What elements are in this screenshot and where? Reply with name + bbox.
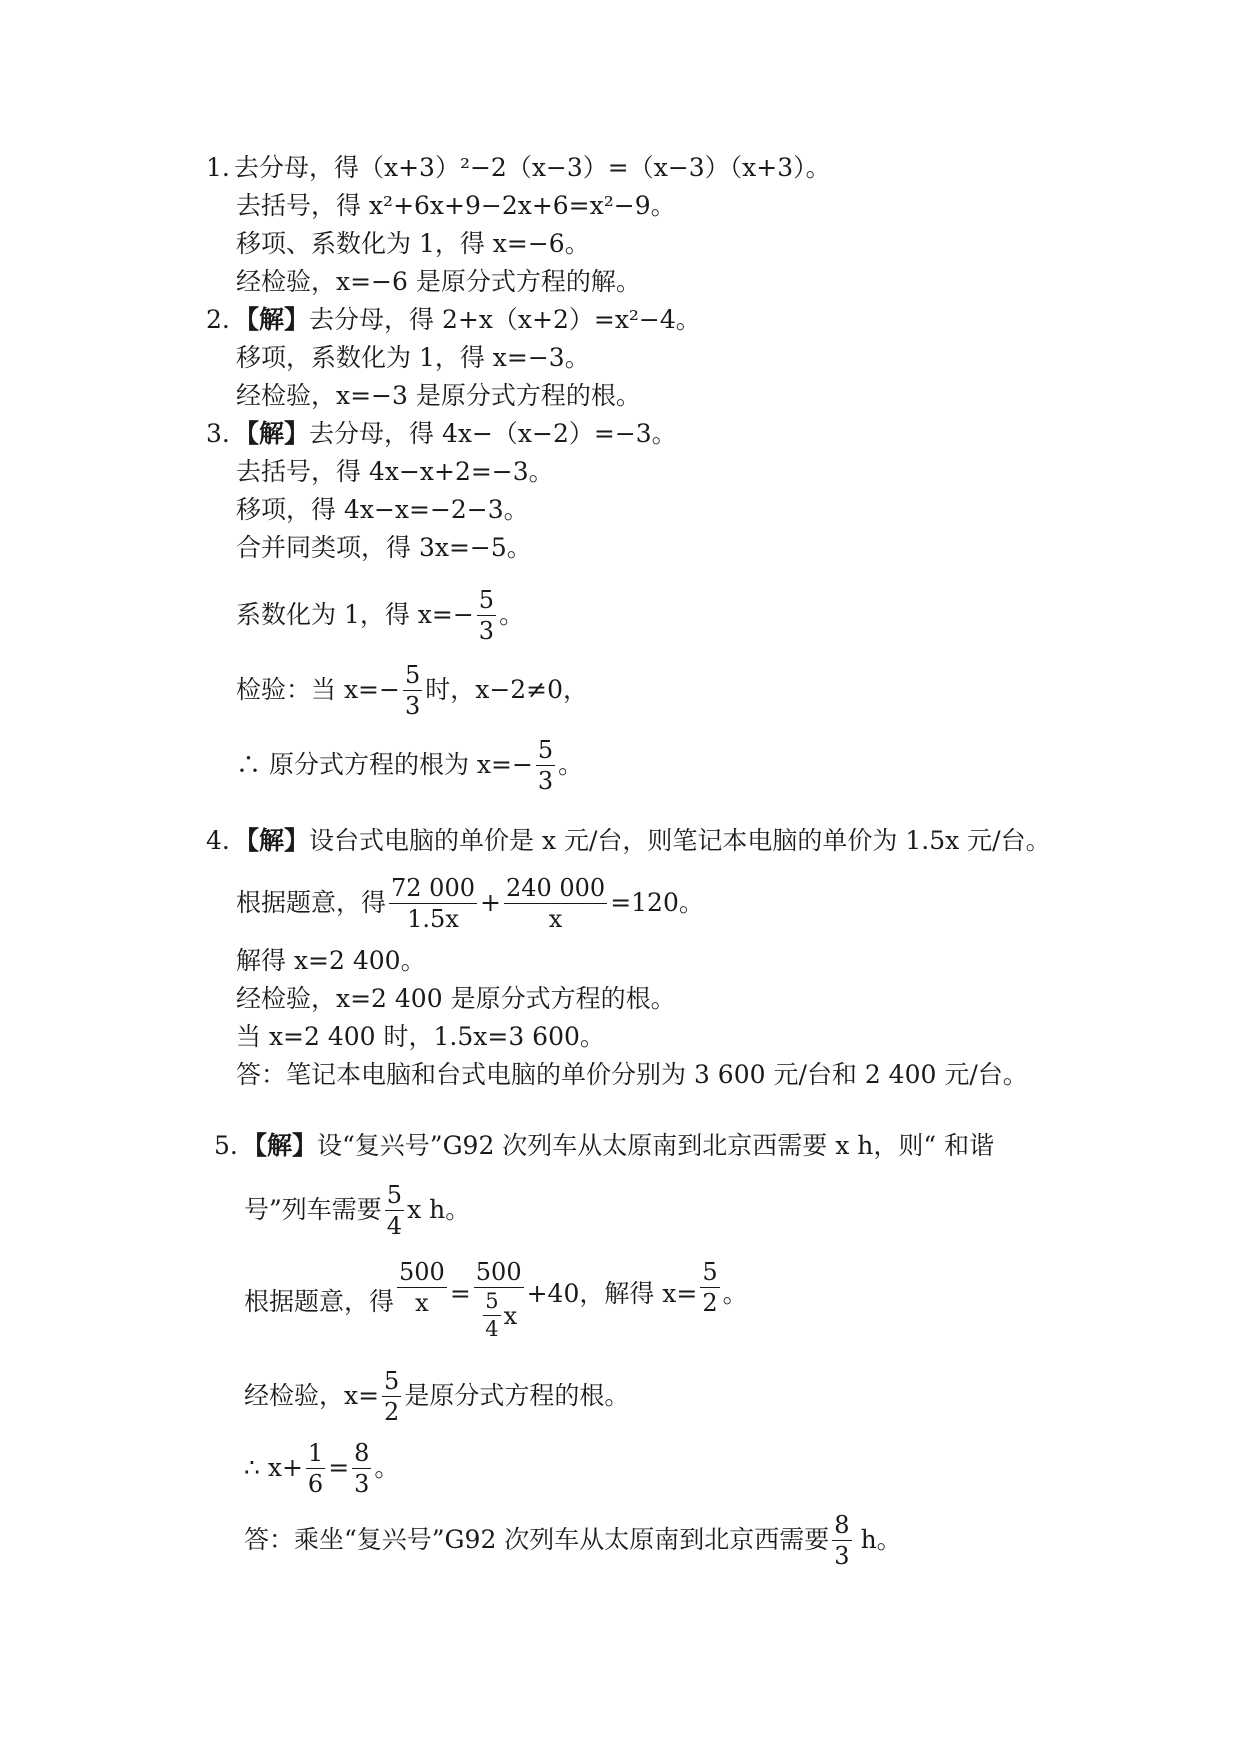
- fraction-numerator: 5: [483, 1291, 500, 1316]
- p5-tag: 【解】: [242, 1131, 318, 1160]
- p2-line-2: [236, 340, 590, 376]
- fraction-numerator: 5: [537, 735, 554, 764]
- fraction-denominator: 3: [404, 691, 421, 720]
- p5-setup-line-1: [214, 1128, 994, 1164]
- p3-text-3: 移项，得 4x−x=−2−3。: [236, 495, 529, 524]
- p3-check-prefix: 检验：当 x=−: [236, 675, 400, 704]
- fraction-numerator: 5: [478, 585, 495, 614]
- fraction-denominator: 1.5x: [407, 904, 459, 933]
- p4-setup-line: [206, 823, 1051, 859]
- p4-eq-fraction-1: [389, 873, 477, 933]
- p1-text-4: 经检验，x=−6 是原分式方程的解。: [236, 267, 641, 296]
- p3-line-2: [236, 454, 554, 490]
- p3-text-4: 合并同类项，得 3x=−5。: [236, 533, 532, 562]
- p5-eq-prefix: 根据题意，得: [244, 1287, 395, 1316]
- fraction-denominator: x: [548, 904, 563, 933]
- p4-line-1: [236, 943, 426, 979]
- fraction-denominator: [478, 1288, 519, 1340]
- p3-coef-suffix: 。: [499, 600, 525, 629]
- p3-coef-fraction: [477, 585, 496, 645]
- p5-sum-fraction-2: [352, 1438, 371, 1498]
- p3-root-line: [236, 735, 583, 795]
- p5-check-suffix: 是原分式方程的根。: [404, 1381, 630, 1410]
- p5-check-fraction: [382, 1366, 401, 1426]
- fraction-denominator: 3: [478, 616, 495, 645]
- fraction-numerator: 8: [354, 1438, 370, 1467]
- fraction-denominator: 4: [386, 1211, 403, 1240]
- p4-text-3: 当 x=2 400 时，1.5x=3 600。: [236, 1022, 605, 1051]
- p3-root-fraction: [536, 735, 555, 795]
- p5-sum-fraction-1: [306, 1438, 325, 1498]
- p4-eq-plus: +: [480, 888, 501, 917]
- p2-line-3: [236, 378, 641, 414]
- p5-eq-fraction-2: [474, 1260, 524, 1340]
- p5-sum-prefix: ∴ x+: [244, 1453, 303, 1482]
- p5-setup-fraction: [385, 1180, 404, 1240]
- fraction-numerator: 8: [834, 1510, 850, 1539]
- p2-text-3: 经检验，x=−3 是原分式方程的根。: [236, 381, 641, 410]
- p4-setup: 设台式电脑的单价是 x 元/台，则笔记本电脑的单价为 1.5x 元/台。: [309, 826, 1051, 855]
- p3-line-1: [206, 416, 677, 452]
- p1-text-2: 去括号，得 x²+6x+9−2x+6=x²−9。: [236, 191, 676, 220]
- p5-check-prefix: 经检验，x=: [244, 1381, 380, 1410]
- p5-answer-line: [244, 1510, 902, 1570]
- p5-eq-mid: +40，解得 x=: [526, 1279, 698, 1308]
- p5-answer-suffix: h。: [860, 1525, 902, 1554]
- p5-setup-1: 设“复兴号”G92 次列车从太原南到北京西需要 x h，则“ 和谐: [317, 1131, 995, 1160]
- p3-line-4: [236, 530, 532, 566]
- p4-line-2: [236, 981, 676, 1017]
- p4-answer: 答：笔记本电脑和台式电脑的单价分别为 3 600 元/台和 2 400 元/台。: [236, 1060, 1028, 1089]
- p5-sum-suffix: 。: [374, 1453, 400, 1482]
- p4-equation-line: [236, 872, 704, 934]
- p4-number: 4.: [206, 826, 230, 855]
- p5-answer-fraction: [832, 1510, 851, 1570]
- p5-setup-line-2: [244, 1180, 470, 1240]
- p1-line-3: [236, 226, 590, 262]
- p3-check-suffix: 时，x−2≠0，: [425, 675, 589, 704]
- fraction-denominator: x: [415, 1289, 429, 1317]
- p1-text-3: 移项、系数化为 1，得 x=−6。: [236, 229, 590, 258]
- p2-line-1: [206, 302, 701, 338]
- fraction-numerator: 5: [384, 1366, 400, 1395]
- p2-text-1: 去分母，得 2+x（x+2）=x²−4。: [309, 305, 701, 334]
- p5-check-line: [244, 1366, 629, 1426]
- p4-eq-suffix: =120。: [610, 888, 704, 917]
- p4-line-3: [236, 1019, 605, 1055]
- p5-eq-equals: =: [449, 1279, 471, 1308]
- p4-tag: 【解】: [234, 826, 310, 855]
- p3-coef-line: [236, 585, 524, 645]
- p5-inner-fraction: [483, 1291, 500, 1340]
- fraction-denominator: 2: [384, 1397, 400, 1426]
- p1-line-4: [236, 264, 641, 300]
- p4-eq-fraction-2: [504, 873, 607, 933]
- fraction-denominator: 4: [485, 1317, 499, 1341]
- p5-number: 5.: [214, 1131, 238, 1160]
- p5-setup-2-suffix: x h。: [407, 1195, 471, 1224]
- p5-eq-suffix: 。: [722, 1279, 748, 1308]
- fraction-numerator: 500: [475, 1258, 522, 1286]
- fraction-denominator: 3: [834, 1541, 850, 1570]
- p3-text-2: 去括号，得 4x−x+2=−3。: [236, 457, 554, 486]
- fraction-numerator: 72 000: [391, 873, 475, 902]
- p3-check-fraction: [403, 660, 422, 720]
- p1-line-2: [236, 188, 676, 224]
- p3-number: 3.: [206, 419, 230, 448]
- p4-answer-line: [236, 1057, 1028, 1093]
- fraction-numerator: 1: [307, 1438, 324, 1467]
- p1-text-1: 去分母，得（x+3）²−2（x−3）=（x−3）（x+3）。: [234, 153, 831, 182]
- p4-text-2: 经检验，x=2 400 是原分式方程的根。: [236, 984, 676, 1013]
- fraction-numerator: 5: [386, 1180, 403, 1209]
- p3-text-1: 去分母，得 4x−（x−2）=−3。: [309, 419, 677, 448]
- p2-number: 2.: [206, 305, 230, 334]
- p3-root-prefix: ∴ 原分式方程的根为 x=−: [236, 750, 533, 779]
- p1-number: 1.: [206, 153, 230, 182]
- p5-eq-fraction-1: [397, 1260, 447, 1315]
- p4-eq-prefix: 根据题意，得: [236, 888, 387, 917]
- fraction-denominator: 3: [537, 766, 554, 795]
- fraction-denominator: 6: [307, 1469, 324, 1498]
- p3-coef-prefix: 系数化为 1，得 x=−: [236, 600, 474, 629]
- p5-eq-result-fraction: [700, 1260, 719, 1315]
- fraction-denominator: 3: [354, 1469, 370, 1498]
- fraction-numerator: 240 000: [505, 873, 606, 902]
- p1-line-1: [206, 150, 831, 186]
- p5-answer-prefix: 答：乘坐“复兴号”G92 次列车从太原南到北京西需要: [244, 1525, 830, 1554]
- p5-inner-var: x: [503, 1301, 518, 1330]
- p3-line-3: [236, 492, 529, 528]
- p5-equation-line: [244, 1250, 748, 1354]
- p3-tag: 【解】: [234, 419, 310, 448]
- p2-text-2: 移项，系数化为 1，得 x=−3。: [236, 343, 590, 372]
- p5-setup-2-prefix: 号”列车需要: [244, 1195, 382, 1224]
- fraction-numerator: 5: [702, 1258, 718, 1286]
- p4-text-1: 解得 x=2 400。: [236, 946, 426, 975]
- p5-sum-equals: =: [328, 1453, 350, 1482]
- p3-check-line: [236, 660, 588, 720]
- fraction-numerator: 5: [404, 660, 421, 689]
- p2-tag: 【解】: [234, 305, 310, 334]
- fraction-denominator: 2: [702, 1289, 718, 1317]
- p3-root-suffix: 。: [558, 750, 584, 779]
- fraction-numerator: 500: [399, 1258, 445, 1286]
- p5-sum-line: [244, 1438, 399, 1498]
